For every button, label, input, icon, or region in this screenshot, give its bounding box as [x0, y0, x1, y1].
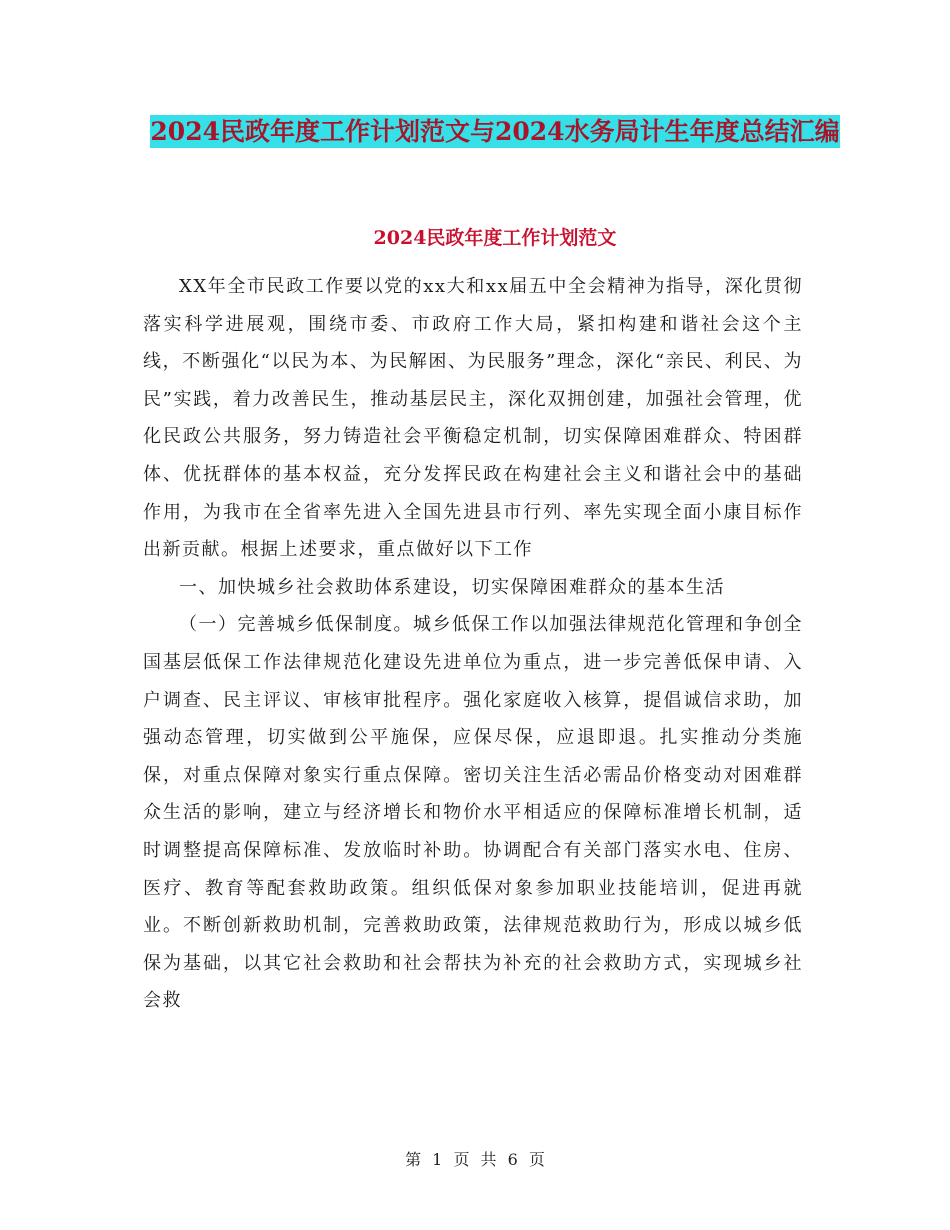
document-body [143, 268, 803, 1020]
paragraph-intro: XX年全市民政工作要以党的xx大和xx届五中全会精神为指导，深化贯彻落实科学进展观，围绕市委、市政府工作大局，紧扣构建和谐社会这个主线，不断强化“以民为本、为民解困、为民服务”理念，深化“亲民、利民、为民”实践，着力改善民生，推动基层民主，深化双拥创建，加强社会管理，优化民政公共服务，努力铸造社会平衡稳定机制，切实保障困难群众、特困群体、优抚群体的基本权益，充分发挥民政在构建社会主义和谐社会中的基础作用，为我市在全省率先进入全国先进县市行列、率先实现全面小康目标作出新贡献。根据上述要求，重点做好以下工作 [143, 276, 803, 561]
paragraph-subsection-1: （一）完善城乡低保制度。城乡低保工作以加强法律规范化管理和争创全国基层低保工作法律规范化建设先进单位为重点，进一步完善低保申请、入户调查、民主评议、审核审批程序。强化家庭收入核算，提倡诚信求助，加强动态管理，切实做到公平施保，应保尽保，应退即退。扎实推动分类施保，对重点保障对象实行重点保障。密切关注生活必需品价格变动对困难群众生活的影响，建立与经济增长和物价水平相适应的保障标准增长机制，适时调整提高保障标准、发放临时补助。协调配合有关部门落实水电、住房、医疗、教育等配套救助政策。组织低保对象参加职业技能培训，促进再就业。不断创新救助机制，完善救助政策，法律规范救助行为，形成以城乡低保为基础，以其它社会救助和社会帮扶为补充的社会救助方式，实现城乡社会救 [143, 614, 803, 1012]
document-title [140, 108, 850, 156]
page-footer: 第 1 页 共 6 页 [405, 1150, 545, 1169]
paragraph-heading-1: 一、加快城乡社会救助体系建设，切实保障困难群众的基本生活 [179, 576, 725, 598]
section-title: 2024民政年度工作计划范文 [373, 227, 617, 249]
document-title-text: 2024民政年度工作计划范文与2024水务局计生年度总结汇编 [150, 117, 840, 146]
